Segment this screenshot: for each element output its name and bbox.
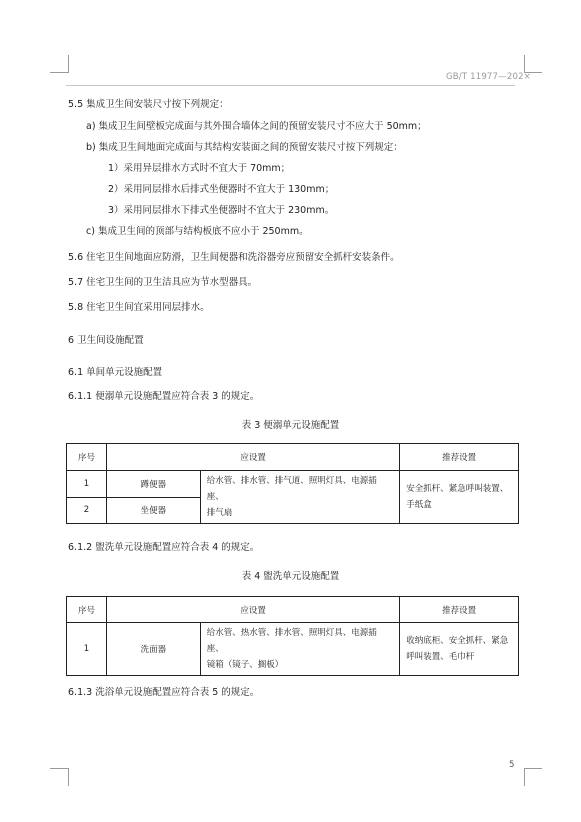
table-4-header-required: 应设置: [106, 597, 399, 623]
section-6-heading: 6 卫生间设施配置: [68, 335, 144, 346]
table-4-recommended-line-1: 收纳底柜、安全抓杆、紧急: [406, 636, 509, 646]
table-3-required-cell: [200, 471, 400, 524]
table-4-row-1-no: 1: [67, 623, 107, 676]
crop-mark-bottom-left: [68, 768, 69, 786]
clause-5-7: 5.7 住宅卫生间的卫生洁具应为节水型器具。: [68, 277, 258, 288]
clause-5-5-b1: 1）采用异层排水方式时不宜大于 70mm；: [108, 163, 291, 174]
table-3-header-recommended: 推荐设置: [400, 444, 519, 471]
crop-mark-bottom-left-h: [50, 768, 68, 769]
clause-5-8: 5.8 住宅卫生间宜采用同层排水。: [68, 302, 210, 313]
clause-5-6: 5.6 住宅卫生间地面应防滑，卫生间便器和洗浴器旁应预留安全抓杆安装条件。: [68, 252, 400, 263]
table-3-required-line-2: 排气扇: [206, 508, 233, 518]
table-4-caption: 表 4 盥洗单元设施配置: [241, 571, 340, 582]
page-number: 5: [509, 760, 515, 770]
section-6-1-heading: 6.1 单间单元设施配置: [68, 367, 163, 378]
table-3-caption: 表 3 便溺单元设施配置: [241, 420, 340, 431]
crop-mark-bottom-right: [524, 768, 525, 786]
table-4-row-1-required: [200, 623, 400, 676]
crop-mark-bottom-right-h: [524, 768, 542, 769]
table-4-row-1-recommended: [400, 623, 519, 676]
table-4-row-1-item: 洗面器: [106, 623, 200, 676]
table-3-row-2-no: 2: [67, 497, 107, 524]
table-3: [66, 443, 519, 524]
table-3-recommended-line-2: 手纸盒: [406, 500, 432, 510]
table-3-header-row: [67, 444, 519, 471]
clause-6-1-1: 6.1.1 便溺单元设施配置应符合表 3 的规定。: [68, 391, 260, 402]
table-3-required-line-1: 给水管、排水管、排气道、照明灯具、电源插座、: [206, 476, 377, 502]
table-row: [67, 623, 519, 676]
crop-mark-top-right: [524, 55, 525, 73]
table-3-recommended-line-1: 安全抓杆、紧急呼叫装置、: [406, 484, 509, 494]
table-4-recommended-line-2: 呼叫装置、毛巾杆: [406, 652, 475, 662]
table-3-recommended-cell: [400, 471, 519, 524]
clause-5-5-b: b) 集成卫生间地面完成面与其结构安装面之间的预留安装尺寸按下列规定：: [86, 142, 403, 153]
table-4-header-row: [67, 597, 519, 623]
table-3-row-1-no: 1: [67, 471, 107, 498]
crop-mark-top-left: [68, 55, 69, 73]
table-4-header-no: 序号: [67, 597, 107, 623]
table-3-header-required: 应设置: [106, 444, 399, 471]
table-4-required-line-1: 给水管、热水管、排水管、照明灯具、电源插座、: [206, 628, 377, 654]
table-3-row-2-item: 坐便器: [106, 497, 200, 524]
table-4-required-line-2: 镜箱（镜子、搁板）: [206, 660, 284, 670]
header-rule: [66, 85, 515, 86]
clause-5-5-heading: 5.5 集成卫生间安装尺寸按下列规定：: [68, 99, 229, 110]
table-4: [66, 596, 519, 676]
table-row: [67, 471, 519, 498]
clause-6-1-2: 6.1.2 盥洗单元设施配置应符合表 4 的规定。: [68, 542, 260, 553]
clause-5-5-b3: 3）采用同层排水下排式坐便器时不宜大于 230mm。: [108, 205, 335, 216]
clause-5-5-b2: 2）采用同层排水后排式坐便器时不宜大于 130mm；: [108, 184, 335, 195]
clause-6-1-3: 6.1.3 洗浴单元设施配置应符合表 5 的规定。: [68, 687, 260, 698]
crop-mark-top-left-h: [50, 72, 68, 73]
clause-5-5-a: a) 集成卫生间壁板完成面与其外围合墙体之间的预留安装尺寸不应大于 50mm；: [86, 121, 427, 132]
table-3-header-no: 序号: [67, 444, 107, 471]
clause-5-5-c: c) 集成卫生间的顶部与结构板底不应小于 250mm。: [86, 226, 309, 237]
standard-code-header: GB/T 11977—202×: [445, 72, 531, 82]
table-3-row-1-item: 蹲便器: [106, 471, 200, 498]
table-4-header-recommended: 推荐设置: [400, 597, 519, 623]
